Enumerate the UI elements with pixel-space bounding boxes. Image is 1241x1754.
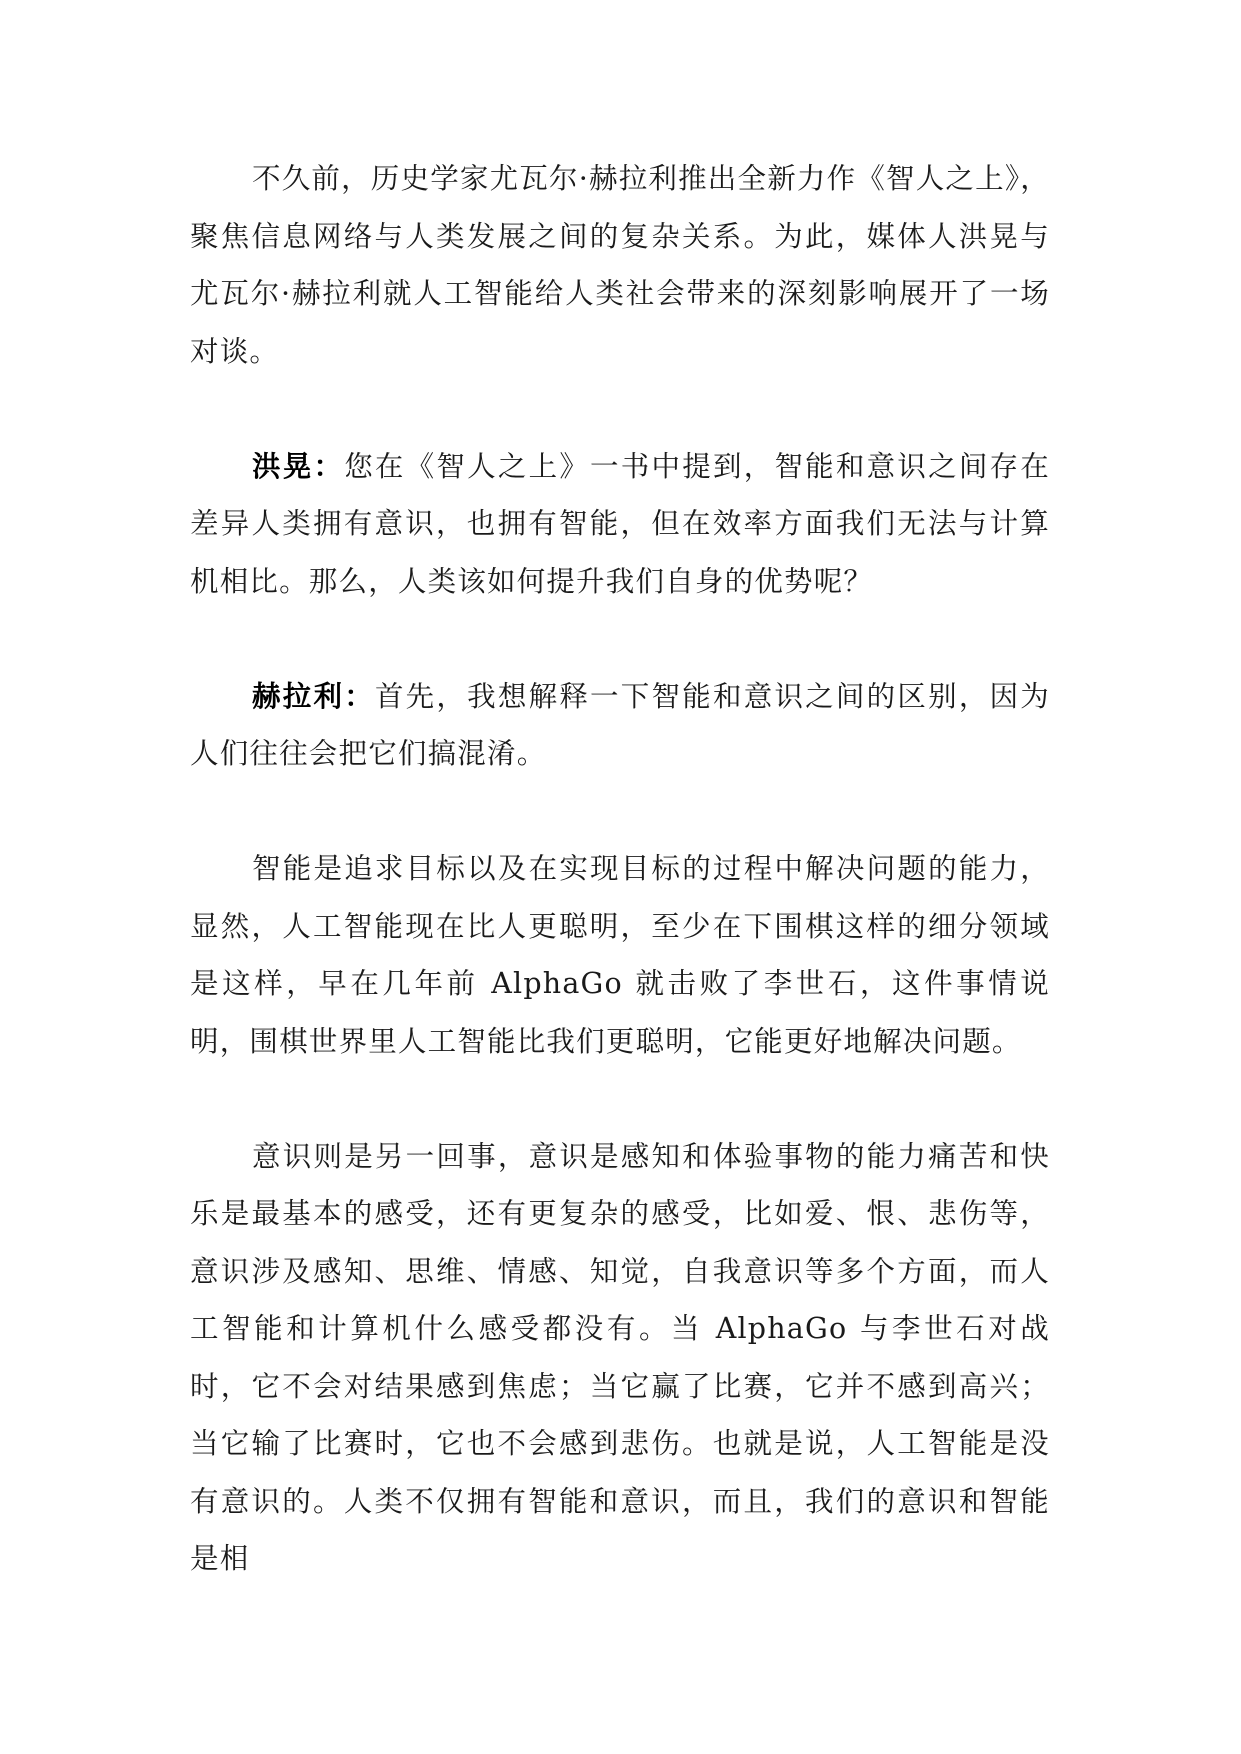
question-text: 您在《智人之上》一书中提到，智能和意识之间存在差异人类拥有意识，也拥有智能，但在效率方面我们无法与计算机相比。那么，人类该如何提升我们自身的优势呢？ [190,449,1050,598]
answer-text: 首先，我想解释一下智能和意识之间的区别，因为人们往往会把它们搞混淆。 [190,679,1050,770]
question-paragraph [190,438,1050,611]
intelligence-paragraph: 智能是追求目标以及在实现目标的过程中解决问题的能力，显然，人工智能现在比人更聪明，至少在下围棋这样的细分领域是这样，早在几年前 AlphaGo 就击败了李世石，这件事情说明，围棋世界里人工智能比我们更聪明，它能更好地解决问题。 [190,852,1050,1058]
article-body [190,150,1050,1645]
consciousness-paragraph: 意识则是另一回事，意识是感知和体验事物的能力痛苦和快乐是最基本的感受，还有更复杂的感受，比如爱、恨、悲伤等，意识涉及感知、思维、情感、知觉，自我意识等多个方面，而人工智能和计算机什么感受都没有。当 AlphaGo 与李世石对战时，它不会对结果感到焦虑；当它赢了比赛，它并不感到高兴；当它输了比赛时，它也不会感到悲伤。也就是说，人工智能是没有意识的。人类不仅拥有智能和意识，而且，我们的意识和智能是相 [190,1139,1050,1575]
speaker-harari: 赫拉利： [252,678,375,713]
intro-paragraph: 不久前，历史学家尤瓦尔·赫拉利推出全新力作《智人之上》，聚焦信息网络与人类发展之间的复杂关系。为此，媒体人洪晃与尤瓦尔·赫拉利就人工智能给人类社会带来的深刻影响展开了一场对谈。 [190,162,1050,368]
answer-paragraph [190,668,1050,783]
speaker-hong-huang: 洪晃： [252,448,345,483]
